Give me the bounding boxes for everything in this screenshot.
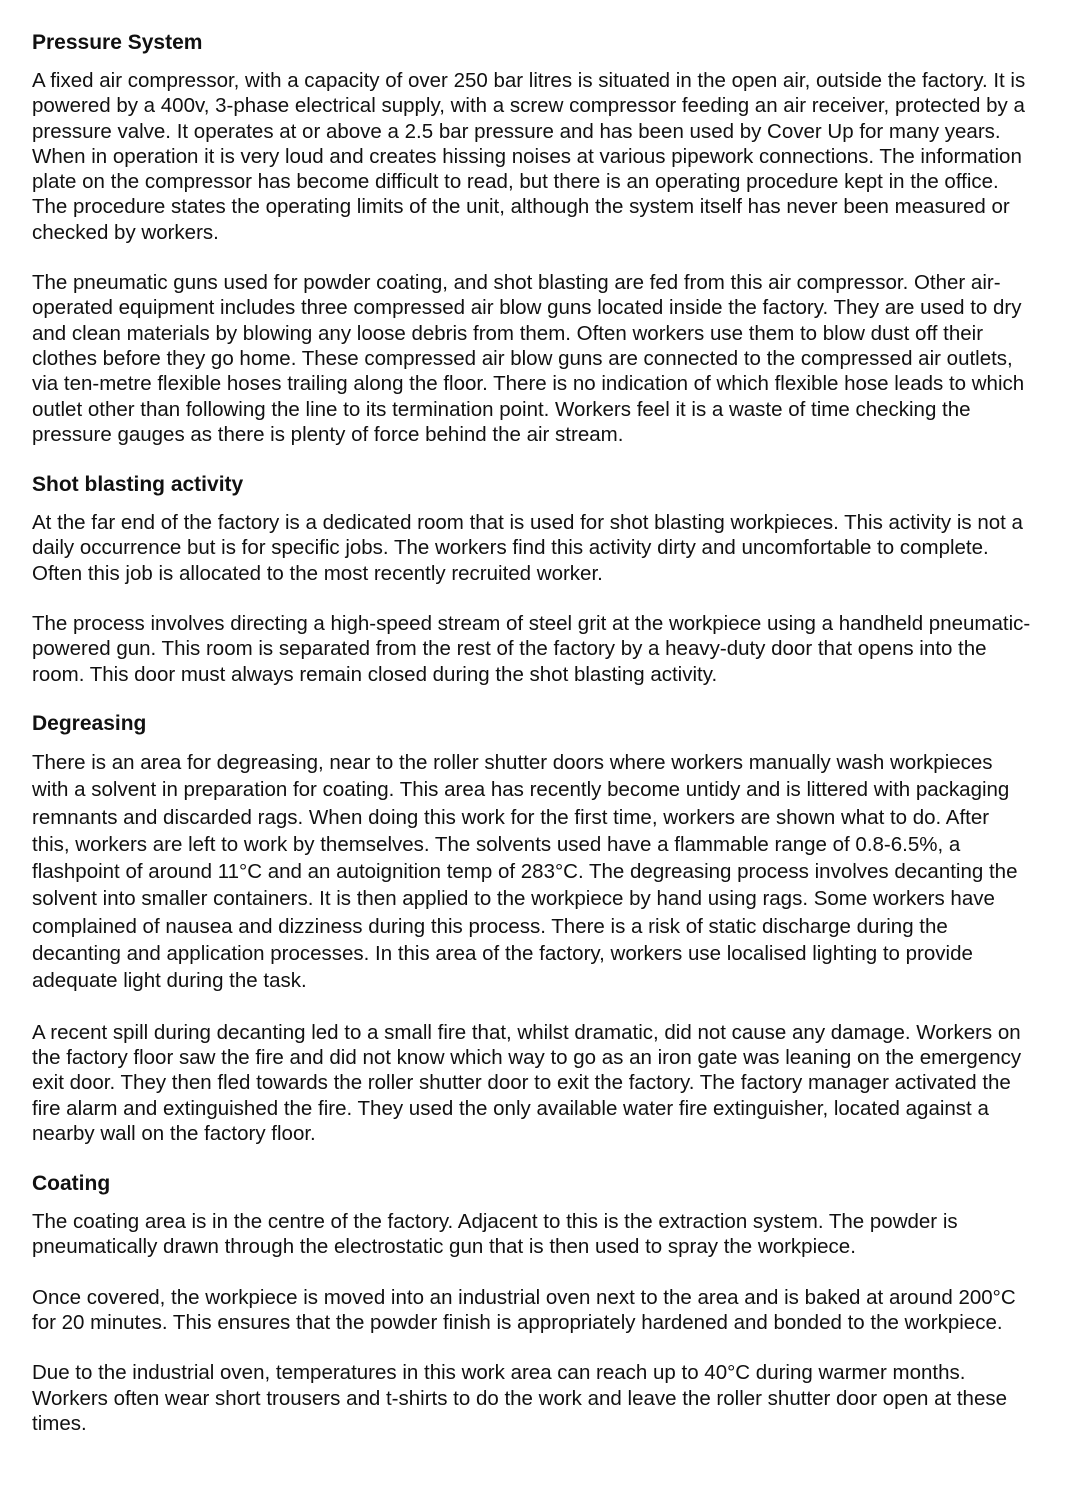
paragraph: A recent spill during decanting led to a small fire that, whilst dramatic, did not cause any damage. Workers on the factory floor saw the fire and did not know which way to go as an iron gate was leaning on the emergency exit door. They then fled towards the roller shutter door to exit the factory. The factory manager activated the fire alarm and extinguished the fire. They used the only available water fire extinguisher, located against a nearby wall on the factory floor. (32, 1020, 1022, 1145)
paragraph: Due to the industrial oven, temperatures in this work area can reach up to 40°C during warmer months. Workers often wear short trousers and t-shirts to do the work and leave the roller shutter door open at these times. (32, 1361, 1008, 1435)
paragraph: At the far end of the factory is a dedicated room that is used for shot blasting workpieces. This activity is not a daily occurrence but is for specific jobs. The workers find this activity dirty and uncomfortable to complete. Often this job is allocated to the most recently recruited worker. (32, 511, 1023, 585)
section-heading-degreasing: Degreasing (32, 711, 147, 735)
paragraph: Once covered, the workpiece is moved into an industrial oven next to the area and is baked at around 200°C for 20 minutes. This ensures that the powder finish is appropriately hardened and bonded to the workpiece. (32, 1285, 1016, 1334)
section-heading-shot-blasting: Shot blasting activity (32, 473, 244, 497)
paragraph: A fixed air compressor, with a capacity of over 250 bar litres is situated in the open air, outside the factory. It is powered by a 400v, 3-phase electrical supply, with a screw compressor feeding an air receiver, protected by a pressure valve. It operates at or above a 2.5 bar pressure and has been used by Cover Up for many years. When in operation it is very loud and creates hissing noises at various pipework connections. The information plate on the compressor has become difficult to read, but there is an operating procedure kept in the office. The procedure states the operating limits of the unit, although the system itself has never been measured or checked by workers. (32, 69, 1026, 244)
document-page (32, 30, 1032, 1461)
section-heading-pressure-system: Pressure System (32, 31, 203, 54)
paragraph: The coating area is in the centre of the factory. Adjacent to this is the extraction system. The powder is pneumatically drawn through the electrostatic gun that is then used to spray the workpiece. (32, 1210, 958, 1259)
paragraph: The pneumatic guns used for powder coating, and shot blasting are fed from this air compressor. Other air-operated equipment includes three compressed air blow guns located inside the factory. They are used to dry and clean materials by blowing any loose debris from them. Often workers use them to blow dust off their clothes before they go home. These compressed air blow guns are connected to the compressed air outlets, via ten-metre flexible hoses trailing along the floor. There is no indication of which flexible hose leads to which outlet other than following the line to its termination point. Workers feel it is a waste of time checking the pressure gauges as there is plenty of force behind the air stream. (32, 271, 1025, 446)
section-heading-coating: Coating (32, 1172, 111, 1196)
paragraph: The process involves directing a high-speed stream of steel grit at the workpiece using a handheld pneumatic-powered gun. This room is separated from the rest of the factory by a heavy-duty door that opens into the room. This door must always remain closed during the shot blasting activity. (32, 612, 1031, 686)
paragraph: There is an area for degreasing, near to the roller shutter doors where workers manually wash workpieces with a solvent in preparation for coating. This area has recently become untidy and is littered with packaging remnants and discarded rags. When doing this work for the first time, workers are shown what to do. After this, workers are left to work by themselves. The solvents used have a flammable range of 0.8-6.5%, a flashpoint of around 11°C and an autoignition temp of 283°C. The degreasing process involves decanting the solvent into smaller containers. It is then applied to the workpiece by hand using rags. Some workers have complained of nausea and dizziness during this process. There is a risk of static discharge during the decanting and application processes. In this area of the factory, workers use localised lighting to provide adequate light during the task. (32, 750, 1018, 993)
